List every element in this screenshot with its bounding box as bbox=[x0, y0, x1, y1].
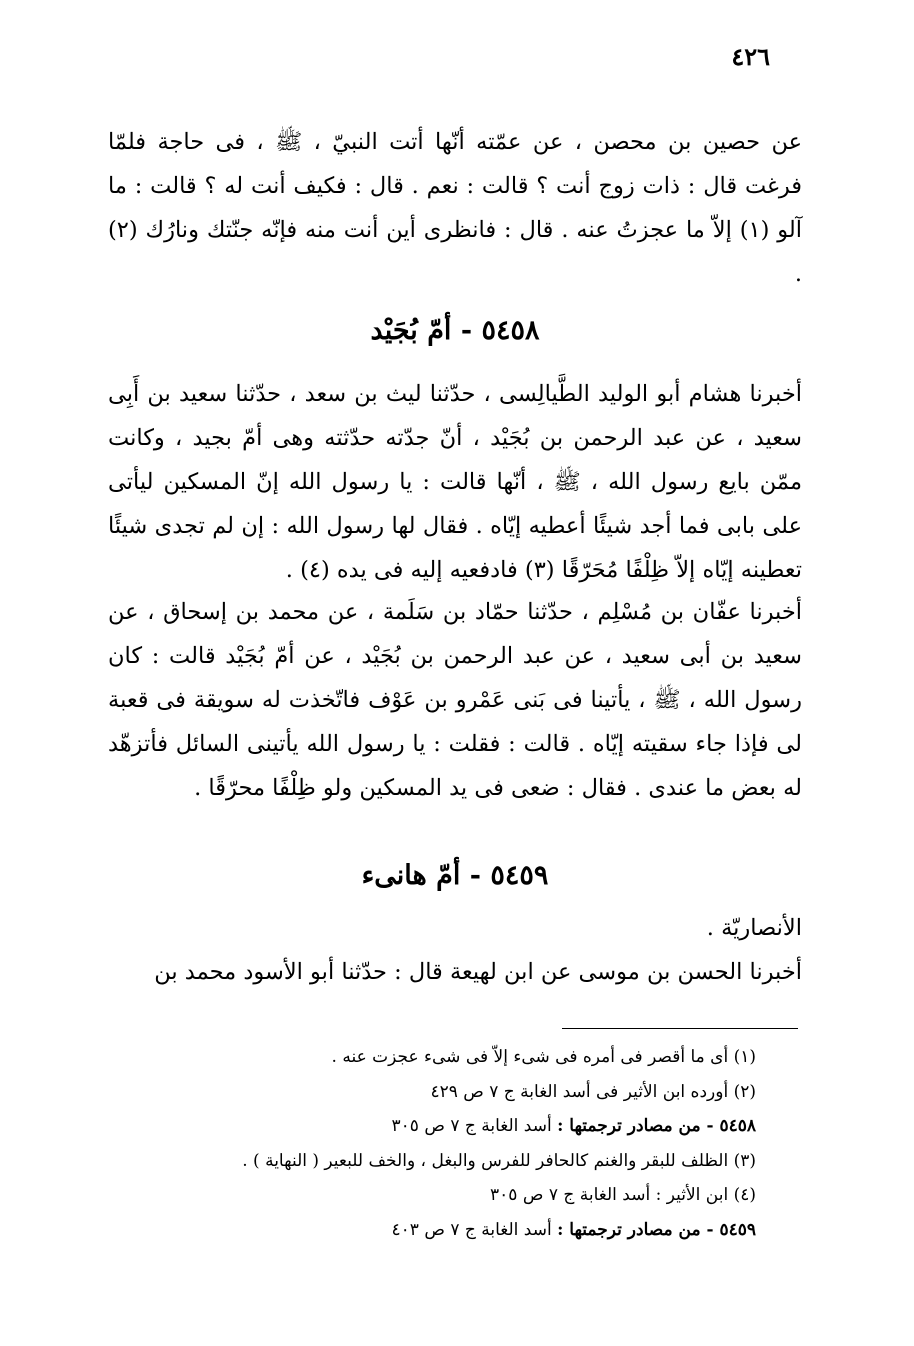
footnote-4: (٤) ابن الأثير : أسد الغابة ج ٧ ص ٣٠٥ bbox=[490, 1185, 756, 1205]
footnote-3: (٣) الظلف للبقر والغنم كالحافر للفرس والبغل ، والخف للبعير ( النهاية ) . bbox=[242, 1150, 756, 1171]
paragraph-hadith-husayn: عن حصين بن محصن ، عن عمّته أنّها أتت النبيّ ، ﷺ ، فى حاجة فلمّا فرغت قال : ذات زوج أنت ؟ قالت : نعم . قال : فكيف أنت له ؟ قالت : ما آلو (١) إلاّ ما عجزتُ عنه . قال : فانظرى أين أنت منه فإنّه جنّتك ونارُك (٢) . bbox=[108, 129, 802, 287]
entry-heading-5458: ٥٤٥٨ - أمّ بُجَيْد bbox=[370, 315, 540, 346]
sources-5459-text: أسد الغابة ج ٧ ص ٤٠٣ bbox=[391, 1219, 552, 1240]
paragraph-umm-bujayd-1: أخبرنا هشام أبو الوليد الطَّيالِسى ، حدّثنا ليث بن سعد ، حدّثنا سعيد بن أَبِى سعيد ، عن عبد الرحمن بن بُجَيْد ، أنّ جدّته حدّثته وهى أمّ بجيد ، وكانت ممّن بايع رسول الله ، ﷺ ، أنّها قالت : يا رسول الله إنّ المسكين ليأتى على بابى فما أجد شيئًا أعطيه إيّاه . فقال لها رسول الله : إن لم تجدى شيئًا تعطينه إيّاه إلاّ ظِلْفًا مُحَرّقًا (٣) فادفعيه إليه فى يده (٤) . bbox=[108, 381, 802, 583]
sources-5459-label: ٥٤٥٩ - من مصادر ترجمتها : bbox=[557, 1219, 756, 1240]
paragraph-ansariyya: الأنصاريّة . bbox=[706, 915, 802, 941]
footnotes bbox=[108, 1040, 756, 1247]
paragraph-umm-hani: أخبرنا الحسن بن موسى عن ابن لهيعة قال : حدّثنا أبو الأسود محمد بن bbox=[154, 959, 802, 985]
footnote-1: (١) أى ما أقصر فى أمره فى شىء إلاّ فى شىء عجزت عنه . bbox=[331, 1047, 756, 1067]
sources-5458-text: أسد الغابة ج ٧ ص ٣٠٥ bbox=[391, 1116, 552, 1136]
entry-heading-5459: ٥٤٥٩ - أمّ هانىء bbox=[361, 860, 549, 891]
paragraph-umm-bujayd-2: أخبرنا عفّان بن مُسْلِم ، حدّثنا حمّاد بن سَلَمة ، عن محمد بن إسحاق ، عن سعيد بن أبى سعيد ، عن عبد الرحمن بن بُجَيْد ، عن أمّ بُجَيْد قالت : كان رسول الله ، ﷺ ، يأتينا فى بَنى عَمْرو بن عَوْف فاتّخذت له سويقة فى قعبة لى فإذا جاء سقيته إيّاه . قالت : فقلت : يا رسول الله يأتينى السائل فأتزهّد له بعض ما عندى . فقال : ضعى فى يد المسكين ولو ظِلْفًا محرّقًا . bbox=[108, 599, 802, 801]
page-number: ٤٢٦ bbox=[731, 42, 770, 71]
footnote-separator bbox=[562, 1028, 798, 1029]
sources-5458 bbox=[108, 1109, 756, 1144]
footnote-2: (٢) أورده ابن الأثير فى أسد الغابة ج ٧ ص ٤٢٩ bbox=[430, 1081, 756, 1102]
sources-5459 bbox=[108, 1213, 756, 1248]
sources-5458-label: ٥٤٥٨ - من مصادر ترجمتها : bbox=[557, 1116, 756, 1136]
